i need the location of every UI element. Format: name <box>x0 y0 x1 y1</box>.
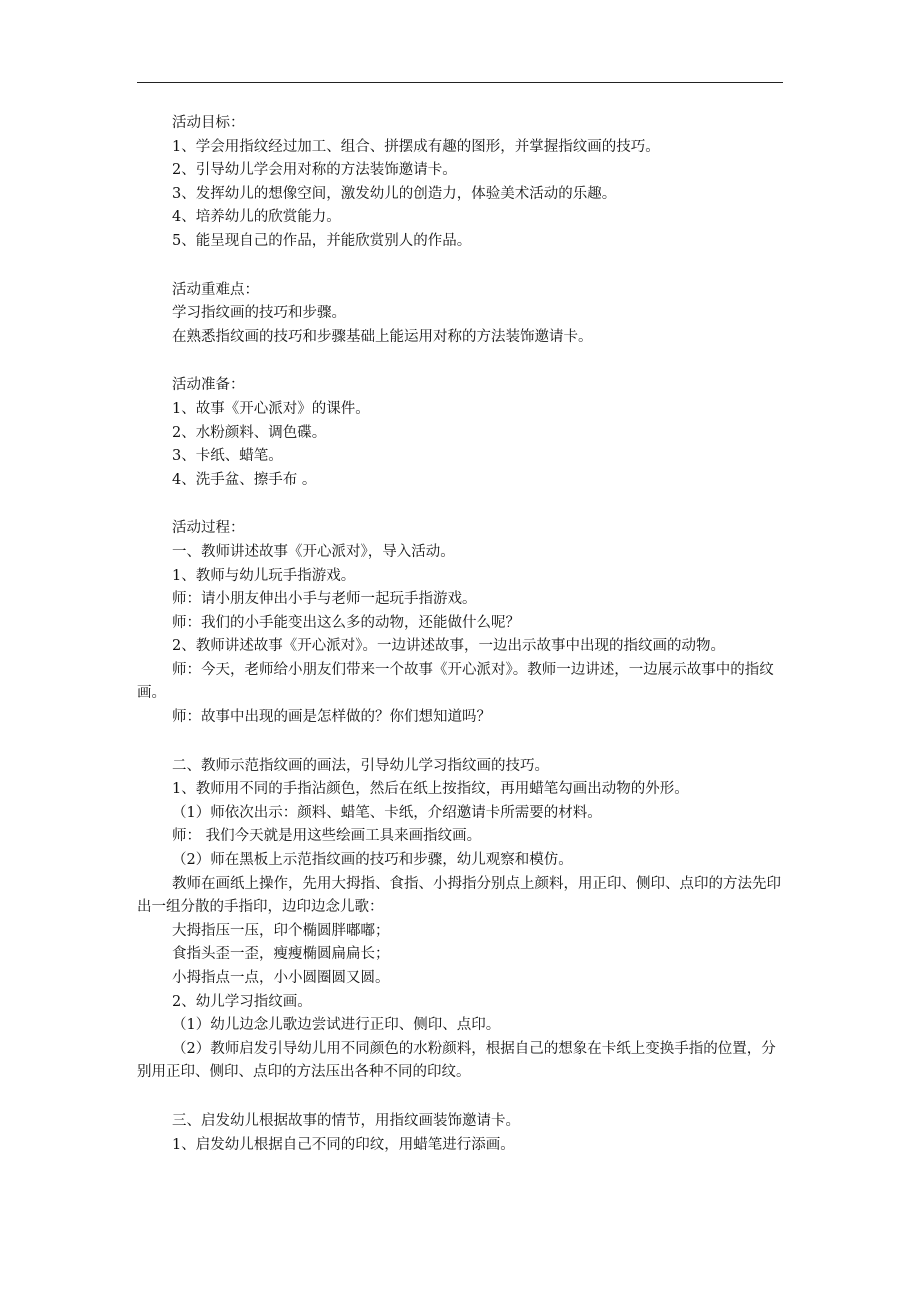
header-rule <box>137 82 783 83</box>
process-paragraph: 2、教师讲述故事《开心派对》。一边讲述故事，一边出示故事中出现的指纹画的动物。 <box>172 638 725 655</box>
process-paragraph: 1、启发幼儿根据自己不同的印纹，用蜡笔进行添画。 <box>172 1136 515 1153</box>
process-paragraph: 2、幼儿学习指纹画。 <box>172 993 312 1010</box>
process-paragraph: 师：我们的小手能变出这么多的动物，还能做什么呢？ <box>172 614 520 631</box>
goal-item: 1、学会用指纹经过加工、组合、拼摆成有趣的图形，并掌握指纹画的技巧。 <box>172 138 660 155</box>
preparation-item: 2、水粉颜料、调色碟。 <box>172 424 327 441</box>
document-body <box>137 112 784 1157</box>
process-paragraph: 1、教师与幼儿玩手指游戏。 <box>172 567 356 584</box>
rhyme-line: 食指头歪一歪，瘦瘦椭圆扁扁长； <box>172 946 390 963</box>
goal-item: 5、能呈现自己的作品，并能欣赏别人的作品。 <box>172 232 472 249</box>
process-heading: 活动过程： <box>172 520 245 537</box>
goal-item: 3、发挥幼儿的想像空间，激发幼儿的创造力，体验美术活动的乐趣。 <box>172 185 617 202</box>
process-paragraph: （2）师在黑板上示范指纹画的技巧和步骤，幼儿观察和模仿。 <box>172 852 573 869</box>
key-point-item: 在熟悉指纹画的技巧和步骤基础上能运用对称的方法装饰邀请卡。 <box>172 328 593 345</box>
rhyme-line: 小拇指点一点，小小圆圈圆又圆。 <box>172 970 390 986</box>
key-points-heading: 活动重难点： <box>172 281 259 298</box>
preparation-heading: 活动准备： <box>172 377 245 394</box>
process-paragraph: 二、教师示范指纹画的画法，引导幼儿学习指纹画的技巧。 <box>172 757 549 774</box>
goals-heading: 活动目标： <box>172 115 245 131</box>
process-paragraph: 三、启发幼儿根据故事的情节，用指纹画装饰邀请卡。 <box>172 1112 520 1129</box>
preparation-item: 3、卡纸、蜡笔。 <box>172 448 283 465</box>
process-paragraph-text: 教师在画纸上操作，先用大拇指、食指、小拇指分别点上颜料，用正印、侧印、点印的方法先印出一组分散的手指印，边印边念儿歌： <box>137 875 781 916</box>
process-paragraph-wrapped <box>137 1038 784 1085</box>
process-paragraph: 师：请小朋友伸出小手与老师一起玩手指游戏。 <box>172 591 477 608</box>
process-paragraph: 1、教师用不同的手指沾颜色，然后在纸上按指纹，再用蜡笔勾画出动物的外形。 <box>172 781 689 798</box>
process-paragraph: 师： 我们今天就是用这些绘画工具来画指纹画。 <box>172 828 482 845</box>
process-paragraph: 师：故事中出现的画是怎样做的？你们想知道吗？ <box>172 709 491 726</box>
goal-item: 4、培养幼儿的欣赏能力。 <box>172 209 341 226</box>
process-paragraph: （1）幼儿边念儿歌边尝试进行正印、侧印、点印。 <box>172 1017 501 1034</box>
process-paragraph: 一、教师讲述故事《开心派对》，导入活动。 <box>172 543 455 560</box>
goal-item: 2、引导幼儿学会用对称的方法装饰邀请卡。 <box>172 162 457 179</box>
rhyme-line: 大拇指压一压，印个椭圆胖嘟嘟； <box>172 922 390 939</box>
process-paragraph-text: 师：今天，老师给小朋友们带来一个故事《开心派对》。教师一边讲述，一边展示故事中的指纹画。 <box>137 661 774 702</box>
process-paragraph-text: （2）教师启发引导幼儿用不同颜色的水粉颜料，根据自己的想象在卡纸上变换手指的位置，分别用正印、侧印、点印的方法压出各种不同的印纹。 <box>137 1040 776 1081</box>
preparation-item: 4、洗手盆、擦手布 。 <box>172 471 317 488</box>
key-point-item: 学习指纹画的技巧和步骤。 <box>172 305 346 322</box>
process-paragraph-wrapped <box>137 659 784 706</box>
process-paragraph-wrapped <box>137 873 784 920</box>
process-paragraph: （1）师依次出示：颜料、蜡笔、卡纸，介绍邀请卡所需要的材料。 <box>172 804 602 821</box>
preparation-item: 1、故事《开心派对》的课件。 <box>172 400 370 417</box>
